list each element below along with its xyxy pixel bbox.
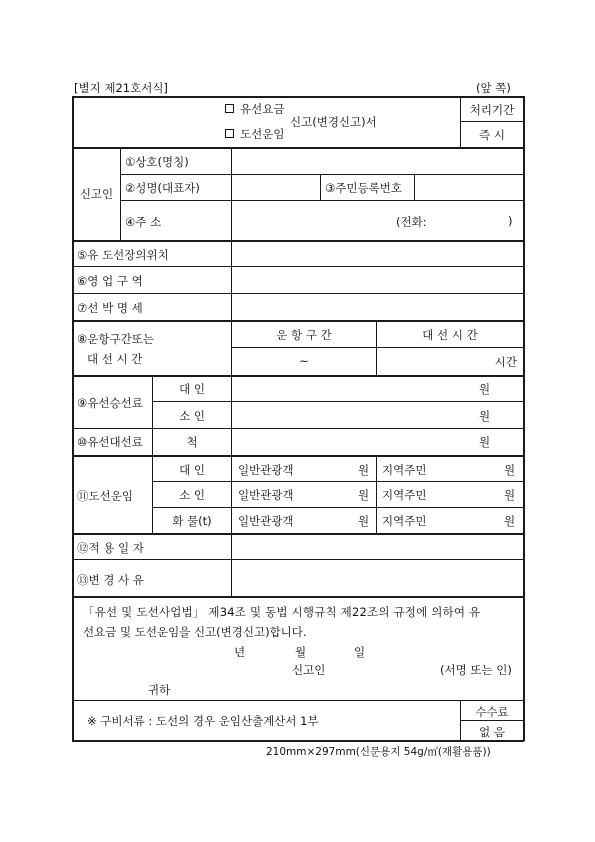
business-area-label: ⑥영 업 구 역	[77, 274, 143, 288]
date-day-label: 일	[354, 645, 366, 659]
ferry-fare-label: ⑪도선운임	[77, 489, 133, 503]
effective-date-label: ⑫적 용 일 자	[77, 541, 144, 555]
processing-period-label: 처리기간	[469, 103, 515, 117]
location-label: ⑤유 도선장의위치	[77, 248, 169, 262]
required-documents-note: ※ 구비서류 : 도선의 경우 운임산출계산서 1부	[87, 714, 319, 728]
ferry-row-label: 대 인	[179, 463, 205, 477]
addressee-suffix: 귀하	[148, 683, 171, 697]
general-tourist-fare-field[interactable]	[232, 508, 376, 533]
fee-value: 없 음	[479, 725, 505, 739]
boarding-fee-label: ⑨유선승선료	[77, 396, 143, 410]
boarding-adult-label: 대 인	[179, 382, 205, 396]
charter-per-vessel-label: 척	[186, 435, 198, 449]
route-section-field[interactable]	[232, 348, 376, 375]
charter-hours-field[interactable]	[377, 348, 523, 375]
location-field[interactable]	[232, 242, 523, 266]
general-tourist-fare-field[interactable]	[232, 457, 376, 481]
paper-specification: 210mm×297mm(신문용지 54g/㎡(재활용품))	[266, 746, 491, 758]
signature-note: (서명 또는 인)	[440, 663, 512, 677]
general-tourist-label: 일반관광객	[238, 514, 294, 528]
local-resident-unit: 원	[504, 514, 516, 528]
charter-hours-header: 대 선 시 간	[422, 328, 478, 342]
declaration-line2: 선요금 및 도선운임을 신고(변경신고)합니다.	[83, 625, 307, 639]
local-resident-label: 지역주민	[382, 514, 427, 528]
general-tourist-label: 일반관광객	[238, 463, 294, 477]
local-resident-unit: 원	[504, 488, 516, 502]
ferry-row-label: 소 인	[179, 488, 205, 502]
vessel-label: ⑦선 박 명 세	[77, 301, 143, 315]
route-label-line2: 대 선 시 간	[87, 352, 143, 366]
route-tilde: ~	[299, 354, 309, 368]
local-resident-label: 지역주민	[382, 463, 427, 477]
boarding-child-unit: 원	[479, 409, 491, 423]
business-name-label: ①상호(명칭)	[125, 155, 189, 169]
local-resident-fare-field[interactable]	[377, 482, 523, 507]
processing-period-value: 즉 시	[479, 128, 505, 142]
general-tourist-fare-field[interactable]	[232, 482, 376, 507]
local-resident-fare-field[interactable]	[377, 508, 523, 533]
phone-close: )	[508, 214, 513, 228]
route-section-header: 운 항 구 간	[276, 328, 332, 342]
form-title: 신고(변경신고)서	[290, 115, 377, 129]
change-reason-field[interactable]	[232, 560, 523, 596]
signer-label: 신고인	[292, 663, 326, 677]
general-tourist-unit: 원	[358, 488, 370, 502]
change-reason-label: ⑬변 경 사 유	[77, 573, 144, 587]
option-boarding-fee-checkbox[interactable]	[225, 104, 234, 113]
address-field[interactable]	[232, 201, 523, 240]
resident-number-label: ③주민등록번호	[325, 181, 402, 195]
resident-number-field[interactable]	[415, 175, 523, 200]
date-year-label: 년	[234, 645, 246, 659]
general-tourist-unit: 원	[358, 463, 370, 477]
phone-label: (전화:	[396, 215, 427, 229]
general-tourist-label: 일반관광객	[238, 488, 294, 502]
date-month-label: 월	[295, 645, 307, 659]
option-ferry-fare-checkbox[interactable]	[225, 129, 234, 138]
charter-hours-unit: 시간	[494, 355, 517, 369]
local-resident-fare-field[interactable]	[377, 457, 523, 481]
boarding-adult-unit: 원	[479, 382, 491, 396]
general-tourist-unit: 원	[358, 514, 370, 528]
boarding-child-label: 소 인	[179, 409, 205, 423]
route-label-line1: ⑧운항구간또는	[77, 332, 154, 346]
charter-fee-label: ⑩유선대선료	[77, 435, 143, 449]
page-side: (앞 쪽)	[476, 81, 511, 95]
option-boarding-fee-label: 유선요금	[240, 102, 285, 116]
form-number: [별지 제21호서식]	[74, 81, 168, 95]
declaration-line1: 「유선 및 도선사업법」 제34조 및 동법 시행규칙 제22조의 규정에 의하여 유	[83, 605, 481, 619]
representative-field[interactable]	[232, 175, 320, 200]
effective-date-field[interactable]	[232, 535, 523, 559]
address-label: ④주 소	[125, 215, 162, 229]
charter-fee-unit: 원	[479, 435, 491, 449]
fee-label: 수수료	[475, 705, 509, 719]
ferry-row-label: 화 물(t)	[172, 514, 212, 528]
local-resident-label: 지역주민	[382, 488, 427, 502]
representative-label: ②성명(대표자)	[125, 181, 200, 195]
business-name-field[interactable]	[232, 149, 523, 174]
vessel-field[interactable]	[232, 294, 523, 320]
business-area-field[interactable]	[232, 267, 523, 293]
declarant-group-label: 신고인	[79, 187, 114, 201]
option-ferry-fare-label: 도선운임	[240, 127, 285, 141]
local-resident-unit: 원	[504, 463, 516, 477]
